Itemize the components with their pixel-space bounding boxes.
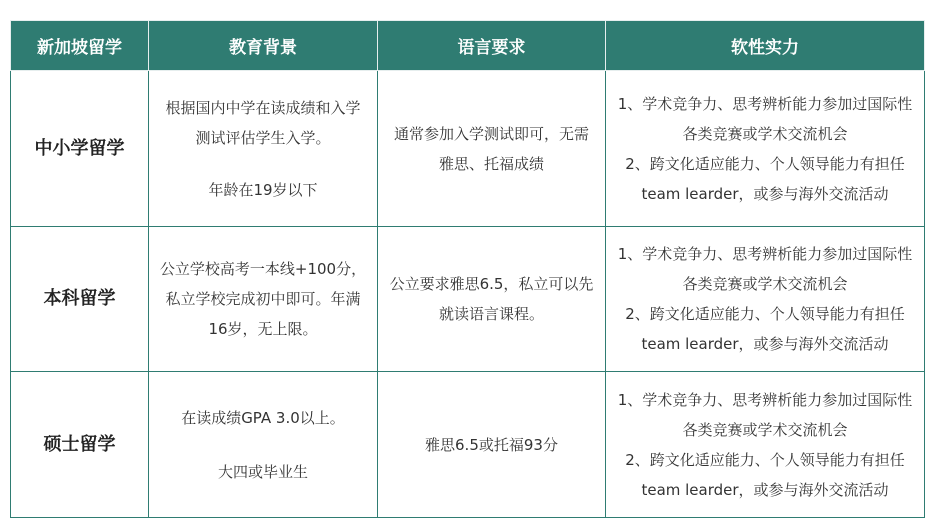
education-note: 大四或毕业生: [217, 462, 308, 481]
row-label: 本科留学: [11, 227, 149, 372]
education-cell: [149, 71, 378, 227]
soft-skill-2: 2、跨文化适应能力、个人领导能力有担任team learder，或参与海外交流活动: [625, 450, 905, 499]
row-label: 中小学留学: [11, 71, 149, 227]
education-note: 年龄在19岁以下: [208, 180, 318, 199]
language-cell: [378, 71, 606, 227]
soft-skills-cell: [606, 71, 925, 227]
language-text: 公立要求雅思6.5，私立可以先就读语言课程。: [389, 275, 594, 323]
language-cell: [378, 372, 606, 518]
language-text: 通常参加入学测试即可，无需雅思、托福成绩: [393, 124, 589, 173]
header-soft-skills: 软性实力: [606, 21, 925, 71]
header-language: 语言要求: [378, 21, 606, 71]
education-text: 根据国内中学在读成绩和入学测试评估学生入学。: [165, 98, 361, 147]
soft-skills-cell: [606, 227, 925, 372]
soft-skill-2: 2、跨文化适应能力、个人领导能力有担任team learder，或参与海外交流活动: [625, 305, 905, 353]
soft-skill-1: 1、学术竞争力、思考辨析能力参加过国际性各类竞赛或学术交流机会: [617, 390, 913, 439]
soft-skill-1: 1、学术竞争力、思考辨析能力参加过国际性各类竞赛或学术交流机会: [617, 245, 913, 293]
header-education: 教育背景: [149, 21, 378, 71]
language-cell: [378, 227, 606, 372]
table-header-row: [11, 21, 925, 71]
table-row: [11, 71, 925, 227]
soft-skill-2: 2、跨文化适应能力、个人领导能力有担任team learder，或参与海外交流活动: [625, 154, 905, 203]
study-abroad-table: [10, 20, 925, 518]
education-cell: [149, 227, 378, 372]
education-cell: [149, 372, 378, 518]
soft-skills-cell: [606, 372, 925, 518]
table-row: [11, 227, 925, 372]
header-category: 新加坡留学: [11, 21, 149, 71]
row-label: 硕士留学: [11, 372, 149, 518]
language-text: 雅思6.5或托福93分: [425, 435, 558, 454]
soft-skill-1: 1、学术竞争力、思考辨析能力参加过国际性各类竞赛或学术交流机会: [617, 94, 913, 143]
table-row: [11, 372, 925, 518]
education-text: 公立学校高考一本线+100分，私立学校完成初中即可。年满16岁，无上限。: [159, 260, 367, 338]
education-text: 在读成绩GPA 3.0以上。: [181, 408, 345, 427]
